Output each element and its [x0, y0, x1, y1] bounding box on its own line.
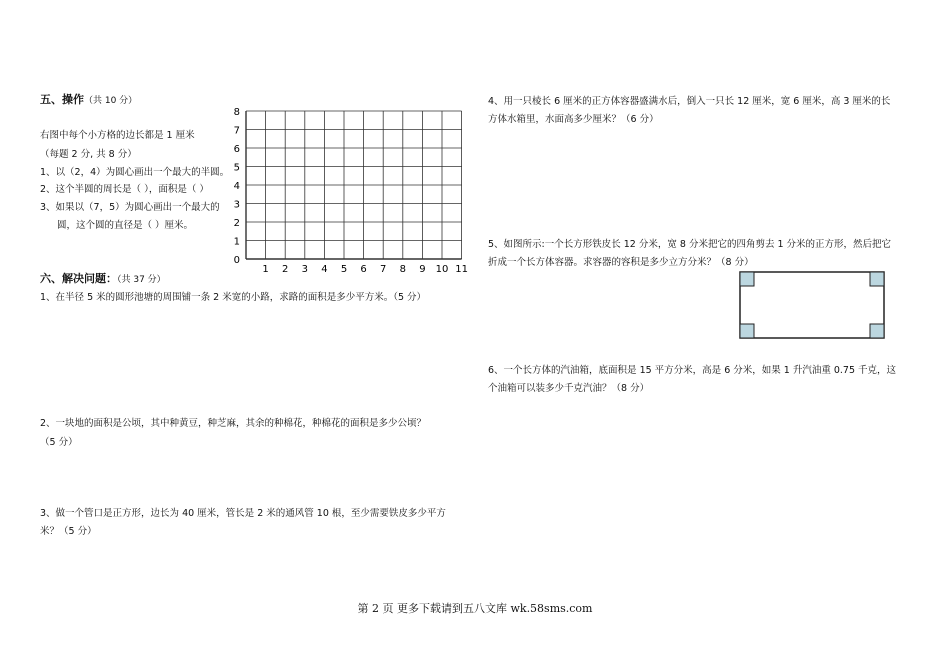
x-tick-label: 4 [321, 264, 328, 275]
y-tick-label: 2 [233, 218, 240, 229]
section5-q2: 2、这个半圆的周长是（ ），面积是（ ） [40, 184, 209, 195]
section6-q2b: （5 分） [40, 437, 78, 448]
x-tick-label: 10 [435, 264, 449, 275]
y-tick-label: 3 [233, 199, 240, 211]
x-tick-label: 1 [262, 264, 269, 275]
section6-score: （共 37 分） [117, 275, 166, 285]
section5-q1: 1、以（2，4）为圆心画出一个最大的半圆。 [40, 167, 230, 178]
section6-q6a: 6、一个长方体的汽油箱，底面积是 15 平方分米，高是 6 分米，如果 1 升汽油重 0.75 千克，这 [488, 365, 897, 376]
section6-q1: 1、在半径 5 米的圆形池塘的周围铺一条 2 米宽的小路，求路的面积是多少平方米。（5 分） [40, 292, 427, 303]
x-tick-label: 9 [419, 264, 426, 275]
section6-title [40, 272, 166, 287]
corner-square-top-left [740, 272, 754, 286]
x-tick-label: 11 [455, 264, 468, 275]
section6-q6b: 个油箱可以装多少千克汽油？（8 分） [488, 383, 650, 394]
section5-q3b: 圆，这个圆的直径是（ ）厘米。 [57, 220, 194, 231]
y-tick-label: 6 [233, 144, 240, 155]
x-tick-label: 2 [282, 264, 289, 275]
coordinate-grid [230, 103, 470, 275]
corner-square-top-right [870, 272, 884, 286]
x-tick-label: 8 [399, 264, 406, 275]
y-tick-label: 8 [233, 107, 240, 118]
section6-q3a: 3、做一个管口是正方形，边长为 40 厘米，管长是 2 米的通风管 10 根，至少需要铁皮多少平方 [40, 508, 446, 519]
y-tick-label: 7 [233, 125, 240, 137]
section6-title-text: 六、解决问题： [40, 272, 117, 285]
corner-square-bottom-right [870, 324, 884, 338]
y-tick-label: 0 [233, 255, 240, 266]
x-tick-label: 5 [340, 264, 348, 275]
page-footer: 第 2 页 更多下载请到五八文库 wk.58sms.com [357, 602, 593, 615]
section5-title-text: 五、操作 [40, 93, 84, 106]
y-tick-label: 5 [233, 162, 240, 174]
section6-q4b: 方体水箱里，水面高多少厘米？（6 分） [488, 114, 659, 125]
x-tick-label: 3 [301, 264, 308, 275]
section6-q3b: 米？（5 分） [40, 526, 97, 537]
section5-intro: 右图中每个小方格的边长都是 1 厘米 [40, 130, 195, 141]
x-tick-label: 7 [380, 264, 387, 275]
y-tick-label: 4 [233, 181, 240, 192]
section5-score: （共 10 分） [84, 96, 138, 106]
section5-title [40, 93, 137, 108]
corner-square-bottom-left [740, 324, 754, 338]
rectangle-outline [740, 272, 884, 338]
section6-q5b: 折成一个长方体容器。求容器的容积是多少立方分米？（8 分） [488, 257, 754, 268]
section6-q5a: 5、如图所示:一个长方形铁皮长 12 分米，宽 8 分米把它的四角剪去 1 分米的正方形，然后把它 [488, 239, 892, 250]
x-tick-label: 6 [360, 264, 367, 275]
section5-q3a: 3、如果以（7，5）为圆心画出一个最大的 [40, 202, 220, 213]
cut-corner-rectangle-figure [738, 270, 888, 342]
y-tick-label: 1 [233, 236, 240, 248]
section6-q4a: 4、用一只棱长 6 厘米的正方体容器盛满水后，倒入一只长 12 厘米，宽 6 厘米，高 3 厘米的长 [488, 96, 891, 107]
section5-per-item: （每题 2 分, 共 8 分） [40, 149, 137, 160]
section6-q2a: 2、一块地的面积是公顷，其中种黄豆，种芝麻，其余的种棉花，种棉花的面积是多少公顷？ [40, 418, 427, 429]
